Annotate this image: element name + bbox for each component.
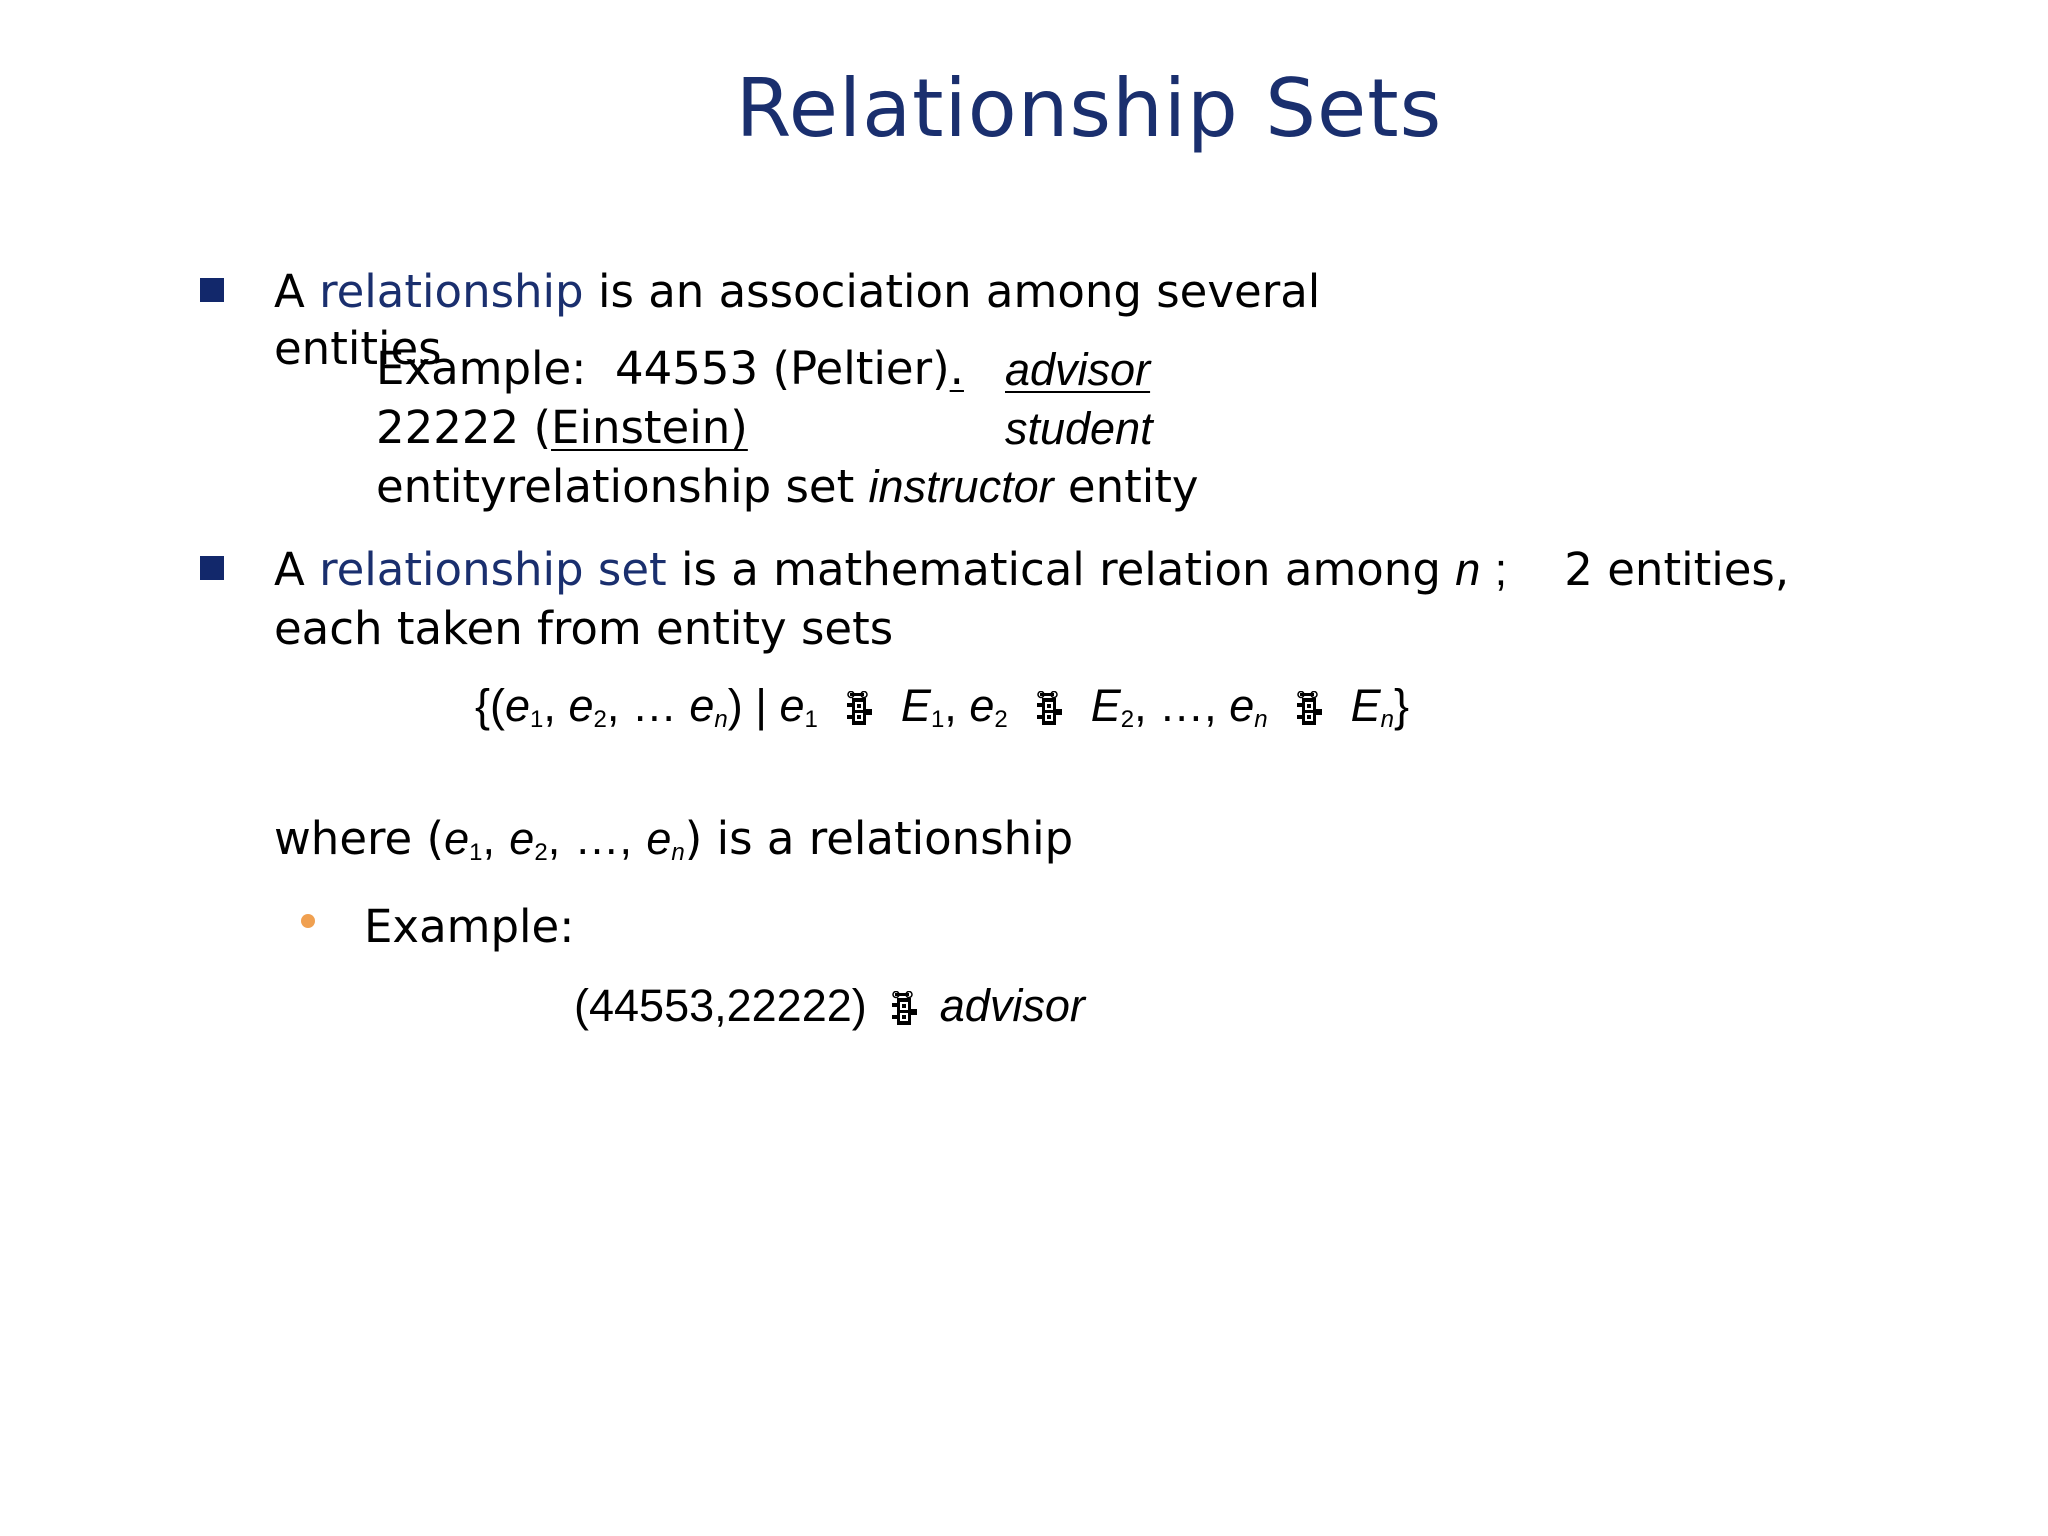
where-line: where ($e_1$, $e_2$, …, $e_n$) is a relationship — [274, 812, 1074, 866]
bullet-2-post: is a mathematical relation among — [681, 543, 1441, 596]
element-of-icon — [844, 691, 874, 729]
bullet-1-line-2: entities — [274, 322, 442, 375]
bullet-1-line-1 — [274, 263, 1320, 321]
bullet-2-post-2: 2 entities, — [1564, 543, 1790, 596]
term-relationship: relationship — [319, 265, 584, 318]
example-label: Example: — [376, 342, 587, 395]
student-label: student — [1005, 403, 1153, 454]
example-id-1: 44553 — [615, 342, 759, 395]
n-symbol: n — [1455, 544, 1481, 595]
example-2-tuple: (44553,22222) — [574, 980, 867, 1031]
geq-symbol: ; — [1494, 544, 1508, 595]
example-student — [1005, 403, 1153, 455]
dot-bullet-icon — [301, 914, 315, 928]
square-bullet-icon — [200, 556, 224, 580]
element-of-icon — [1034, 691, 1064, 729]
element-of-icon — [889, 991, 919, 1029]
bullet-2-line-1 — [274, 541, 1789, 599]
term-relationship-set: relationship set — [319, 543, 667, 596]
relationship-set-label: relationship set — [506, 460, 855, 513]
example-name-1: (Peltier) — [772, 342, 950, 395]
element-of-icon — [1294, 691, 1324, 729]
entity-label-a: entity — [376, 460, 507, 513]
bullet-2-line-2: each taken from entity sets — [274, 602, 894, 655]
example-name-1-tail: . — [949, 342, 964, 395]
example-row-2-left — [376, 399, 748, 457]
example-name-2: Einstein) — [551, 401, 748, 454]
advisor-label: advisor — [1005, 344, 1151, 395]
example-2-set: advisor — [939, 980, 1085, 1031]
example-row-1-left — [376, 340, 964, 398]
page-title: Relationship Sets — [735, 62, 1443, 155]
example-row-3 — [376, 458, 1199, 516]
square-bullet-icon — [200, 278, 224, 302]
entity-label-d: entity — [1067, 460, 1199, 513]
bullet-1-pre: A — [274, 265, 305, 318]
bullet-2-pre: A — [274, 543, 305, 596]
example-advisor — [1005, 344, 1150, 396]
bullet-1-post: is an association among several — [597, 265, 1321, 318]
instructor-label: instructor — [868, 461, 1054, 512]
set-builder-formula: {($e_1$, $e_2$, … $e_n$) | $e_1$ $E_1$, $e_2$ $E_2$, …, $e_n$ $E_n$} — [475, 680, 1410, 733]
example-id-2: 22222 ( — [376, 401, 552, 454]
sub-bullet-example: Example: — [364, 900, 575, 953]
example-2-line — [574, 980, 1085, 1032]
